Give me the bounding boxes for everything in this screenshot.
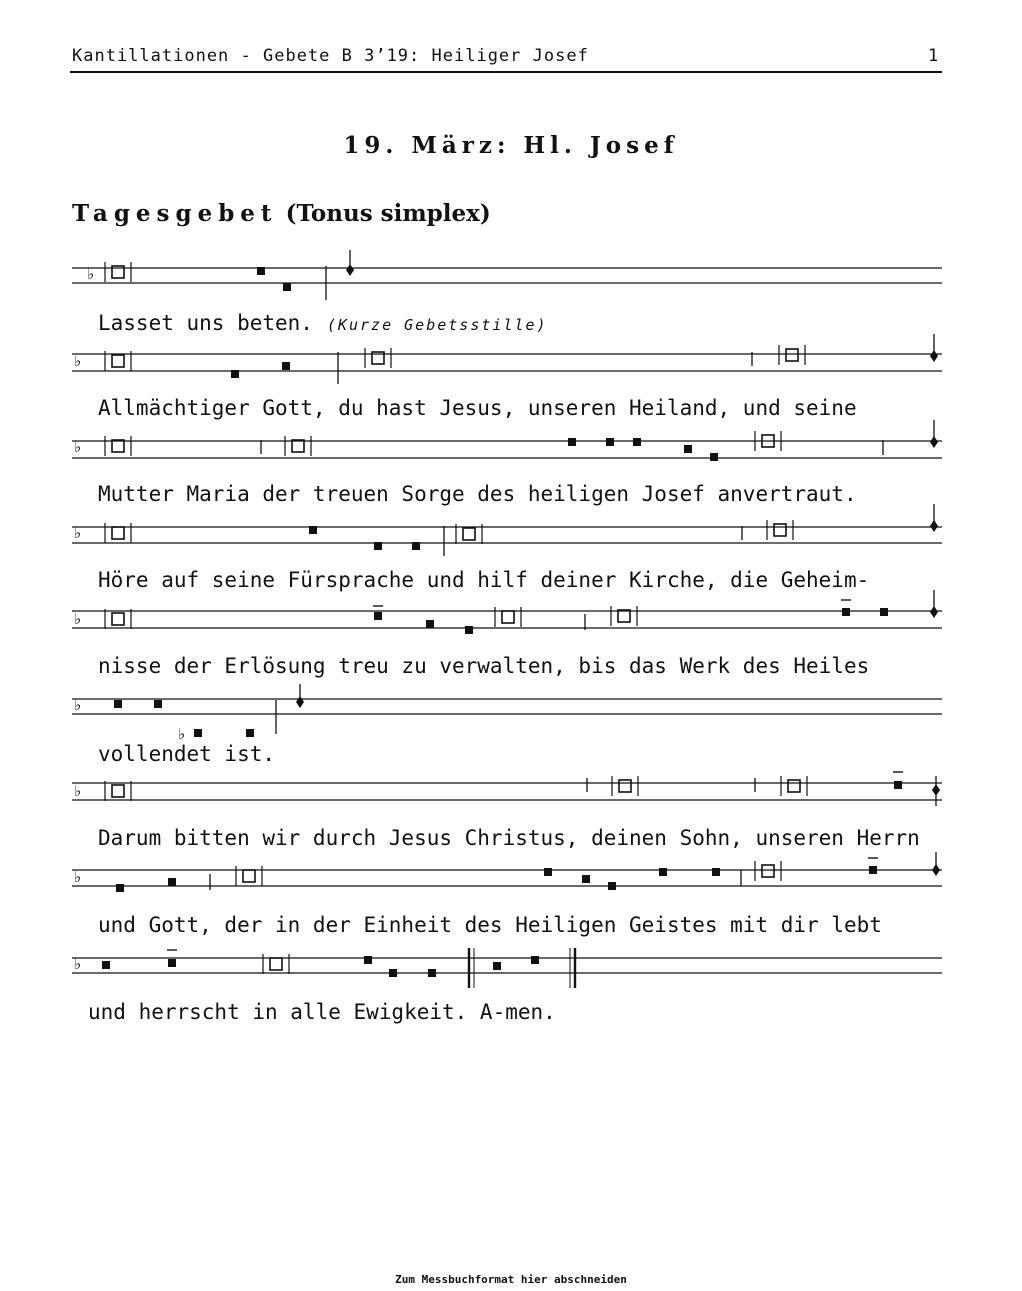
recitation-note <box>788 780 800 792</box>
lyric-line-9: und herrscht in alle Ewigkeit. A-men. <box>88 1000 556 1024</box>
punctum <box>426 620 434 628</box>
punctum <box>428 969 436 977</box>
punctum <box>374 612 382 620</box>
punctum <box>257 267 265 275</box>
recitation-note <box>502 611 514 623</box>
punctum <box>842 608 850 616</box>
recitation-note <box>112 355 124 367</box>
punctum <box>633 438 641 446</box>
punctum <box>389 969 397 977</box>
flat-accidental: ♭ <box>178 725 186 743</box>
punctum <box>606 438 614 446</box>
punctum <box>659 868 667 876</box>
punctum <box>412 542 420 550</box>
punctum <box>684 445 692 453</box>
recitation-note <box>619 780 631 792</box>
punctum <box>493 962 501 970</box>
recitation-note <box>112 440 124 452</box>
punctum <box>608 882 616 890</box>
lyric-line-8: und Gott, der in der Einheit des Heiligen Geistes mit dir lebt <box>98 913 882 937</box>
lyric-line-1 <box>98 311 548 335</box>
lyric-line-3: Mutter Maria der treuen Sorge des heiligen Josef anvertraut. <box>98 482 857 506</box>
punctum <box>894 781 902 789</box>
punctum <box>869 866 877 874</box>
lyric-line-2: Allmächtiger Gott, du hast Jesus, unseren Heiland, und seine <box>98 396 857 420</box>
flat-clef: ♭ <box>74 782 82 800</box>
lyric-rubric: (Kurze Gebetsstille) <box>326 316 548 334</box>
recitation-note <box>112 613 124 625</box>
recitation-note <box>292 440 304 452</box>
page-number: 1 <box>928 46 939 66</box>
recitation-note <box>112 527 124 539</box>
cut-line-note: Zum Messbuchformat hier abschneiden <box>395 1273 627 1286</box>
punctum <box>582 875 590 883</box>
punctum <box>880 608 888 616</box>
lyric-line-7: Darum bitten wir durch Jesus Christus, deinen Sohn, unseren Herrn <box>98 826 920 850</box>
flat-clef: ♭ <box>87 265 95 283</box>
flat-clef: ♭ <box>74 524 82 542</box>
running-header: Kantillationen - Gebete B 3’19: Heiliger Josef <box>72 46 589 66</box>
punctum <box>231 370 239 378</box>
page-title: 19. März: Hl. Josef <box>343 132 679 159</box>
recitation-note <box>618 610 630 622</box>
flat-clef: ♭ <box>74 696 82 714</box>
punctum <box>568 438 576 446</box>
flat-clef: ♭ <box>74 610 82 628</box>
punctum <box>531 956 539 964</box>
flat-clef: ♭ <box>74 868 82 886</box>
recitation-note <box>463 528 475 540</box>
recitation-note <box>762 865 774 877</box>
lyric-line-6: vollendet ist. <box>98 742 276 766</box>
flat-clef: ♭ <box>74 438 82 456</box>
punctum <box>116 884 124 892</box>
punctum <box>283 283 291 291</box>
punctum <box>364 956 372 964</box>
punctum <box>544 868 552 876</box>
punctum <box>282 362 290 370</box>
lyric-line-5: nisse der Erlösung treu zu verwalten, bis das Werk des Heiles <box>98 654 870 678</box>
punctum <box>309 526 317 534</box>
punctum <box>465 626 473 634</box>
punctum <box>246 729 254 737</box>
recitation-note <box>112 785 124 797</box>
lyric-line-4: Höre auf seine Fürsprache und hilf deiner Kirche, die Geheim- <box>98 568 870 592</box>
recitation-note <box>270 958 282 970</box>
punctum <box>168 959 176 967</box>
recitation-note <box>786 349 798 361</box>
punctum <box>374 542 382 550</box>
section-title-subtitle: (Tonus simplex) <box>285 200 491 227</box>
punctum <box>114 700 122 708</box>
recitation-note <box>243 870 255 882</box>
punctum <box>154 700 162 708</box>
punctum <box>102 961 110 969</box>
section-title-main: Tagesgebet <box>72 200 278 227</box>
flat-clef: ♭ <box>74 955 82 973</box>
punctum <box>712 868 720 876</box>
punctum <box>194 729 202 737</box>
recitation-note <box>774 524 786 536</box>
punctum <box>710 453 718 461</box>
punctum <box>168 878 176 886</box>
lyric-text: Lasset uns beten. <box>98 311 313 335</box>
flat-clef: ♭ <box>74 352 82 370</box>
